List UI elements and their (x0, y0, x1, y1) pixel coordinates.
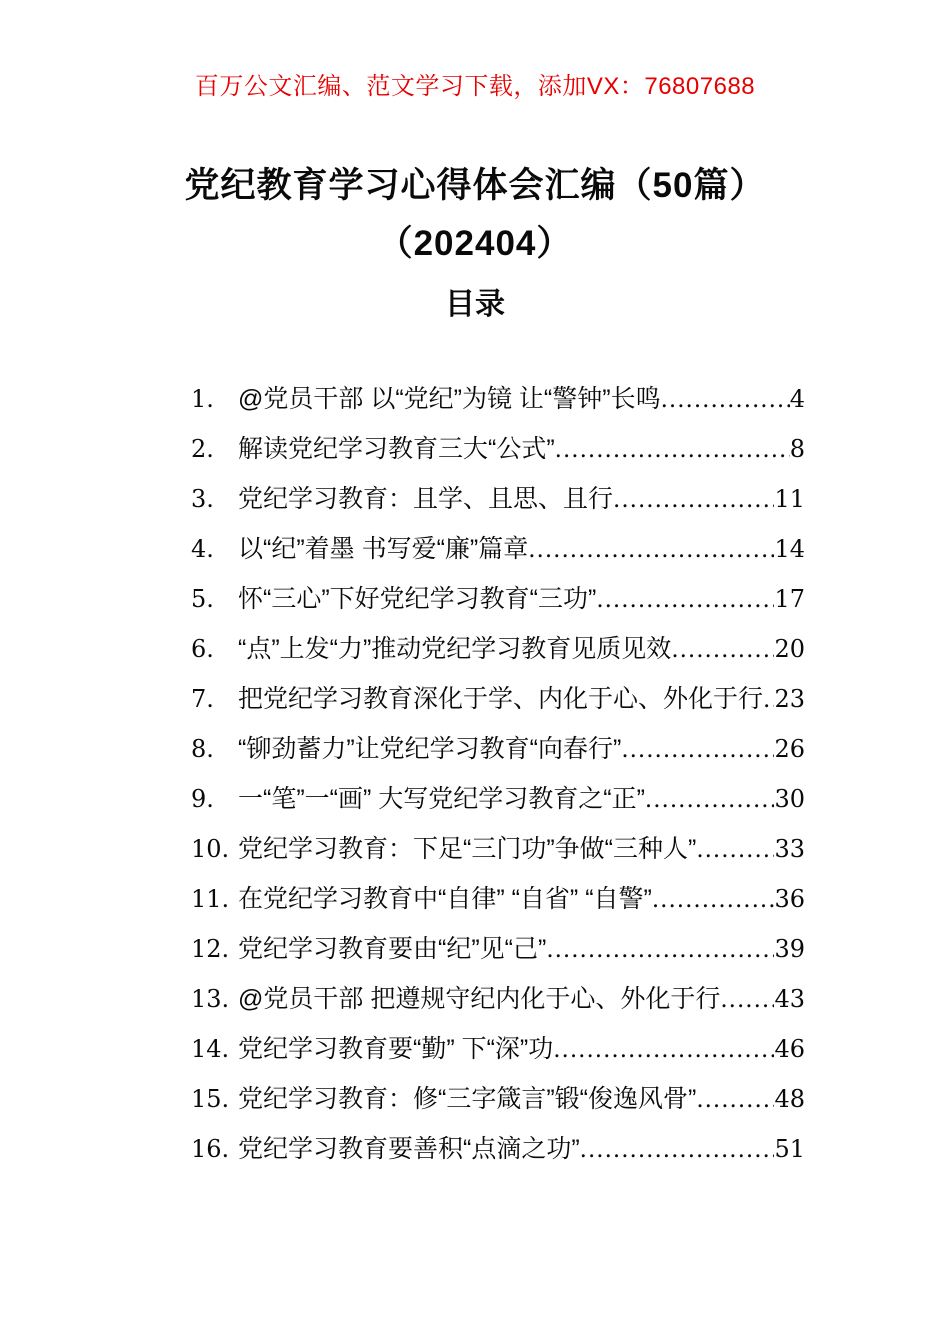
toc-entry-page: 46 (774, 1035, 805, 1063)
toc-heading: 目录 (445, 288, 505, 321)
toc-entry (191, 579, 805, 629)
toc-dot-leader (613, 487, 774, 513)
toc-entry-title: “点”上发“力”推动党纪学习教育见质见效 (238, 635, 672, 663)
toc-entry-title: 党纪学习教育：修“三字箴言”锻“俊逸风骨” (238, 1085, 697, 1113)
toc-entry-title: “铆劲蓄力”让党纪学习教育“向春行” (238, 735, 622, 763)
toc-entry (191, 429, 805, 479)
toc-entry-number: 2. (191, 435, 214, 463)
toc-entry (191, 1079, 805, 1129)
toc-entry-page: 8 (789, 435, 805, 463)
toc-entry-page: 43 (774, 985, 805, 1013)
toc-entry-number: 3. (191, 485, 214, 513)
toc-entry (191, 929, 805, 979)
toc-dot-leader (553, 1037, 774, 1063)
toc-entry-number: 1. (191, 385, 214, 413)
toc-entry-page: 23 (774, 685, 805, 713)
toc-dot-leader (528, 537, 774, 563)
toc-entry-page: 39 (774, 935, 805, 963)
toc-entry-number: 13. (191, 985, 230, 1013)
toc-entry-page: 4 (789, 385, 805, 413)
toc-entry (191, 729, 805, 779)
toc-dot-leader (546, 937, 774, 963)
toc-entry-title: 党纪学习教育：下足“三门功”争做“三种人” (238, 835, 697, 863)
toc-entry-number: 16. (191, 1135, 230, 1163)
toc-entry-number: 11. (191, 885, 230, 913)
toc-entry-page: 17 (774, 585, 805, 613)
toc-entry-title: 党纪学习教育要善积“点滴之功” (238, 1135, 580, 1163)
toc-dot-leader (621, 737, 774, 763)
toc-entry-number: 5. (191, 585, 214, 613)
toc-entry-number: 10. (191, 835, 230, 863)
toc-entry-title: 把党纪学习教育深化于学、内化于心、外化于行 (238, 685, 764, 713)
toc-entry-title: 以“纪”着墨 书写爱“廉”篇章 (238, 535, 529, 563)
toc-entry-number: 7. (191, 685, 214, 713)
toc-dot-leader (671, 637, 774, 663)
toc-entry-number: 15. (191, 1085, 230, 1113)
toc-entry-number: 12. (191, 935, 230, 963)
toc-entry (191, 1029, 805, 1079)
toc-list (0, 379, 950, 1179)
toc-entry-page: 14 (774, 535, 805, 563)
toc-entry (191, 679, 805, 729)
toc-entry-number: 9. (191, 785, 214, 813)
document-title: 党纪教育学习心得体会汇编（50篇）（202404） (184, 166, 766, 263)
toc-entry-number: 14. (191, 1035, 230, 1063)
toc-dot-leader (661, 387, 790, 413)
toc-entry-page: 26 (774, 735, 805, 763)
toc-entry (191, 379, 805, 429)
toc-entry-title: 解读党纪学习教育三大“公式” (238, 435, 555, 463)
toc-entry (191, 1129, 805, 1179)
toc-entry (191, 629, 805, 679)
toc-dot-leader (596, 587, 774, 613)
toc-entry-number: 6. (191, 635, 214, 663)
toc-entry (191, 529, 805, 579)
toc-entry-title: @党员干部 把遵规守纪内化于心、外化于行 (238, 985, 721, 1013)
toc-dot-leader (580, 1137, 775, 1163)
promo-header-text: 百万公文汇编、范文学习下载，添加VX：76807688 (194, 73, 756, 100)
toc-dot-leader (645, 787, 775, 813)
toc-dot-leader (652, 887, 775, 913)
toc-entry-page: 51 (774, 1135, 805, 1163)
toc-entry-title: @党员干部 以“党纪”为镜 让“警钟”长鸣 (238, 385, 661, 413)
toc-entry-page: 33 (774, 835, 805, 863)
toc-dot-leader (696, 1087, 774, 1113)
toc-entry-title: 一“笔”一“画” 大写党纪学习教育之“正” (238, 785, 645, 813)
toc-entry-title: 在党纪学习教育中“自律” “自省” “自警” (238, 885, 652, 913)
toc-entry (191, 779, 805, 829)
toc-entry-title: 怀“三心”下好党纪学习教育“三功” (238, 585, 597, 613)
toc-entry-title: 党纪学习教育要“勤” 下“深”功 (238, 1035, 554, 1063)
toc-entry-number: 4. (191, 535, 214, 563)
toc-entry-page: 36 (774, 885, 805, 913)
toc-entry-title: 党纪学习教育：且学、且思、且行 (238, 485, 614, 513)
toc-entry-page: 48 (774, 1085, 805, 1113)
toc-entry (191, 979, 805, 1029)
toc-entry (191, 829, 805, 879)
toc-entry-number: 8. (191, 735, 214, 763)
toc-entry-page: 30 (774, 785, 805, 813)
toc-dot-leader (720, 987, 774, 1013)
toc-dot-leader (555, 437, 790, 463)
toc-dot-leader (763, 687, 774, 713)
toc-dot-leader (696, 837, 774, 863)
toc-entry (191, 879, 805, 929)
toc-entry-page: 11 (774, 485, 805, 513)
toc-entry (191, 479, 805, 529)
toc-entry-page: 20 (774, 635, 805, 663)
toc-entry-title: 党纪学习教育要由“纪”见“己” (238, 935, 547, 963)
